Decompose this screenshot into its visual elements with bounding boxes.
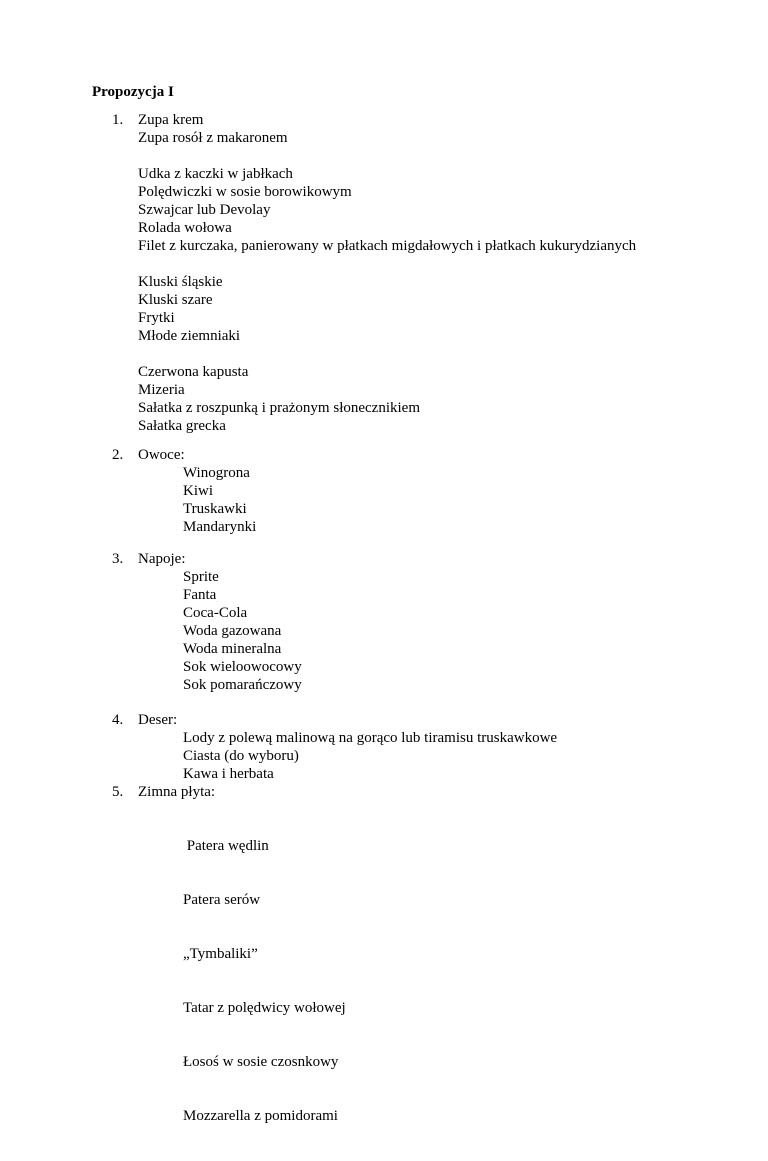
cold-platter-item: Patera wędlin: [183, 838, 269, 854]
drink-item: Woda mineralna: [183, 641, 282, 657]
salad-item: Sałatka grecka: [138, 418, 226, 434]
fruit-item: Winogrona: [183, 465, 250, 481]
drink-item: Sprite: [183, 569, 219, 585]
section-1-menu: [138, 111, 636, 435]
side-dish-item: Kluski szare: [138, 292, 213, 308]
salad-item: Czerwona kapusta: [138, 364, 249, 380]
dessert-item: Lody z polewą malinową na gorąco lub tiramisu truskawkowe: [183, 730, 558, 746]
page-title: Propozycja I: [92, 84, 174, 100]
cold-platter-item: „Tymbaliki”: [183, 946, 258, 962]
soup-item: Zupa krem: [138, 112, 204, 128]
soup-item: Zupa rosół z makaronem: [138, 130, 288, 146]
section-2-list: [183, 464, 256, 536]
cold-platter-item: Tatar z polędwicy wołowej: [183, 1000, 346, 1016]
main-dish-item: Szwajcar lub Devolay: [138, 202, 271, 218]
dessert-item: Kawa i herbata: [183, 766, 274, 782]
salad-item: Mizeria: [138, 382, 185, 398]
section-2-heading: Owoce:: [138, 447, 185, 463]
main-dish-item: Polędwiczki w sosie borowikowym: [138, 184, 352, 200]
side-dish-item: Młode ziemniaki: [138, 328, 241, 344]
section-5-number: 5.: [112, 784, 124, 800]
main-dish-item: Udka z kaczki w jabłkach: [138, 166, 293, 182]
cold-platter-item: Mozzarella z pomidorami: [183, 1108, 338, 1124]
section-5-list: [183, 801, 346, 1161]
drink-item: Coca-Cola: [183, 605, 248, 621]
drink-item: Woda gazowana: [183, 623, 282, 639]
cold-platter-item: Łosoś w sosie czosnkowy: [183, 1054, 339, 1070]
section-1-number: 1.: [112, 112, 124, 128]
section-3-number: 3.: [112, 551, 124, 567]
section-3-heading: Napoje:: [138, 551, 186, 567]
side-dish-item: Frytki: [138, 310, 175, 326]
drink-item: Fanta: [183, 587, 217, 603]
drink-item: Sok wieloowocowy: [183, 659, 302, 675]
side-dish-item: Kluski śląskie: [138, 274, 223, 290]
main-dish-item: Rolada wołowa: [138, 220, 232, 236]
section-4-list: [183, 729, 557, 783]
section-4-number: 4.: [112, 712, 124, 728]
dessert-item: Ciasta (do wyboru): [183, 748, 299, 764]
section-5-heading: Zimna płyta:: [138, 784, 216, 800]
section-3-list: [183, 568, 302, 694]
main-dish-item: Filet z kurczaka, panierowany w płatkach migdałowych i płatkach kukurydzianych: [138, 238, 637, 254]
salad-item: Sałatka z roszpunką i prażonym słonecznikiem: [138, 400, 420, 416]
drink-item: Sok pomarańczowy: [183, 677, 302, 693]
section-4-heading: Deser:: [138, 712, 178, 728]
cold-platter-item: Patera serów: [183, 892, 261, 908]
section-2-number: 2.: [112, 447, 124, 463]
fruit-item: Mandarynki: [183, 519, 257, 535]
fruit-item: Truskawki: [183, 501, 247, 517]
fruit-item: Kiwi: [183, 483, 213, 499]
